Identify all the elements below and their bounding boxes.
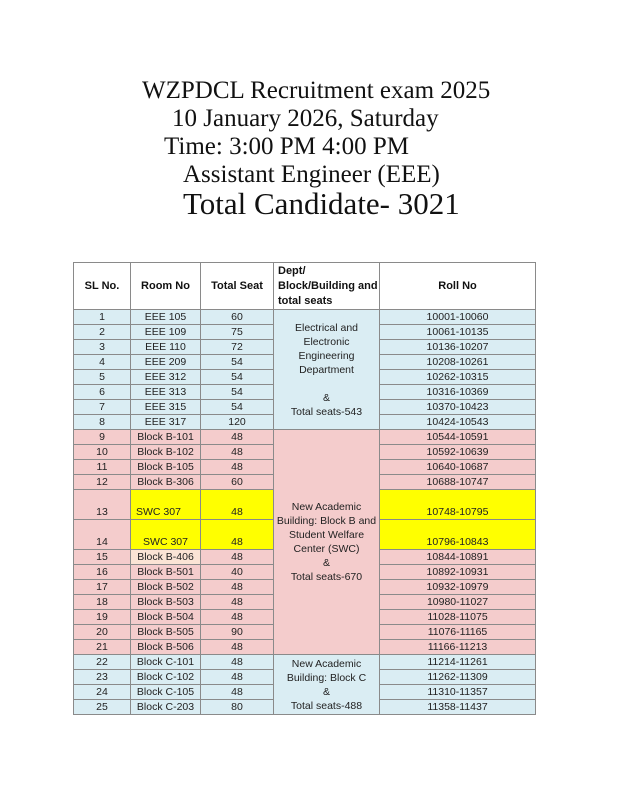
cell-sl: 23	[74, 670, 131, 685]
cell-room: EEE 209	[131, 355, 201, 370]
cell-roll: 10892-10931	[380, 565, 536, 580]
dept-label-line: Electronic	[303, 335, 350, 348]
total-candidates: Total Candidate- 3021	[183, 186, 460, 221]
cell-roll: 11028-11075	[380, 610, 536, 625]
cell-roll: 10748-10795	[380, 490, 536, 520]
cell-sl: 8	[74, 415, 131, 430]
cell-room: SWC 307	[131, 520, 201, 550]
cell-sl: 10	[74, 445, 131, 460]
cell-sl: 24	[74, 685, 131, 700]
cell-seat: 72	[201, 340, 274, 355]
dept-label-line: New Academic	[291, 501, 362, 513]
cell-seat: 48	[201, 595, 274, 610]
cell-seat: 54	[201, 355, 274, 370]
cell-sl: 12	[74, 475, 131, 490]
cell-sl: 9	[74, 430, 131, 445]
cell-seat: 60	[201, 475, 274, 490]
cell-roll: 10136-10207	[380, 340, 536, 355]
cell-sl: 18	[74, 595, 131, 610]
cell-roll: 11214-11261	[380, 655, 536, 670]
cell-sl: 19	[74, 610, 131, 625]
cell-room: Block B-105	[131, 460, 201, 475]
table-row	[74, 430, 536, 445]
cell-roll: 10370-10423	[380, 400, 536, 415]
exam-time: Time: 3:00 PM 4:00 PM	[164, 133, 409, 160]
cell-room: EEE 109	[131, 325, 201, 340]
cell-roll: 10796-10843	[380, 520, 536, 550]
dept-label-line: Total seats-670	[290, 571, 363, 583]
cell-room: Block B-306	[131, 475, 201, 490]
cell-sl: 7	[74, 400, 131, 415]
cell-seat: 54	[201, 385, 274, 400]
cell-seat: 48	[201, 685, 274, 700]
cell-room: EEE 312	[131, 370, 201, 385]
table-row	[74, 310, 536, 325]
cell-sl: 15	[74, 550, 131, 565]
cell-roll: 11310-11357	[380, 685, 536, 700]
cell-roll: 10424-10543	[380, 415, 536, 430]
dept-label-line: Center (SWC)	[293, 543, 360, 555]
exam-title: WZPDCL Recruitment exam 2025	[142, 77, 491, 104]
cell-roll: 11358-11437	[380, 700, 536, 715]
cell-sl: 25	[74, 700, 131, 715]
cell-dept-group	[274, 310, 380, 430]
cell-seat: 48	[201, 655, 274, 670]
cell-sl: 20	[74, 625, 131, 640]
cell-sl: 5	[74, 370, 131, 385]
exam-post: Assistant Engineer (EEE)	[183, 161, 440, 188]
cell-roll: 10262-10315	[380, 370, 536, 385]
cell-roll: 10688-10747	[380, 475, 536, 490]
cell-roll: 10208-10261	[380, 355, 536, 370]
table-header-row	[74, 263, 536, 310]
cell-room: Block C-101	[131, 655, 201, 670]
cell-room: EEE 317	[131, 415, 201, 430]
dept-label-line	[274, 377, 379, 391]
dept-label-line: New Academic	[291, 657, 362, 670]
cell-roll: 11076-11165	[380, 625, 536, 640]
cell-room: Block B-506	[131, 640, 201, 655]
cell-roll: 10640-10687	[380, 460, 536, 475]
table-row	[74, 655, 536, 670]
dept-label-line: Engineering	[298, 349, 355, 362]
cell-seat: 120	[201, 415, 274, 430]
cell-room: EEE 315	[131, 400, 201, 415]
cell-seat: 48	[201, 610, 274, 625]
cell-roll: 10061-10135	[380, 325, 536, 340]
cell-roll: 10316-10369	[380, 385, 536, 400]
cell-room: SWC 307	[131, 490, 201, 520]
dept-label-line: Total seats-543	[290, 405, 363, 418]
cell-sl: 17	[74, 580, 131, 595]
cell-roll: 10844-10891	[380, 550, 536, 565]
dept-label-line: &	[322, 557, 330, 569]
cell-sl: 21	[74, 640, 131, 655]
cell-sl: 13	[74, 490, 131, 520]
cell-seat: 48	[201, 580, 274, 595]
cell-sl: 6	[74, 385, 131, 400]
cell-roll: 10932-10979	[380, 580, 536, 595]
cell-room: EEE 105	[131, 310, 201, 325]
cell-roll: 10592-10639	[380, 445, 536, 460]
dept-label-line: Student Welfare	[288, 529, 365, 541]
cell-roll: 11166-11213	[380, 640, 536, 655]
cell-room: EEE 110	[131, 340, 201, 355]
cell-room: Block B-501	[131, 565, 201, 580]
cell-sl: 16	[74, 565, 131, 580]
cell-seat: 60	[201, 310, 274, 325]
exam-date: 10 January 2026, Saturday	[172, 105, 439, 132]
cell-sl: 2	[74, 325, 131, 340]
cell-seat: 80	[201, 700, 274, 715]
dept-label-line: Department	[299, 363, 354, 376]
dept-label-line: Total seats-488	[290, 699, 363, 712]
col-seat: Total Seat	[201, 263, 274, 310]
cell-seat: 48	[201, 670, 274, 685]
dept-label-line: Electrical and	[294, 321, 359, 334]
cell-room: Block C-203	[131, 700, 201, 715]
cell-seat: 54	[201, 370, 274, 385]
cell-dept-group	[274, 655, 380, 715]
col-room: Room No	[131, 263, 201, 310]
cell-sl: 22	[74, 655, 131, 670]
cell-seat: 90	[201, 625, 274, 640]
cell-seat: 48	[201, 520, 274, 550]
cell-seat: 48	[201, 430, 274, 445]
cell-room: Block B-502	[131, 580, 201, 595]
cell-sl: 3	[74, 340, 131, 355]
cell-room: Block C-102	[131, 670, 201, 685]
cell-room: Block B-505	[131, 625, 201, 640]
cell-seat: 48	[201, 445, 274, 460]
col-dept: Dept/ Block/Building and total seats	[274, 263, 380, 310]
dept-label-line: &	[322, 391, 330, 404]
cell-roll: 10544-10591	[380, 430, 536, 445]
seat-plan-table	[73, 262, 536, 715]
cell-room: Block B-102	[131, 445, 201, 460]
cell-seat: 48	[201, 460, 274, 475]
col-sl: SL No.	[74, 263, 131, 310]
cell-seat: 48	[201, 640, 274, 655]
cell-room: EEE 313	[131, 385, 201, 400]
cell-room: Block C-105	[131, 685, 201, 700]
dept-label-line: Building: Block B and	[276, 515, 377, 527]
cell-dept-group	[274, 430, 380, 655]
cell-seat: 54	[201, 400, 274, 415]
cell-roll: 10980-11027	[380, 595, 536, 610]
cell-sl: 4	[74, 355, 131, 370]
dept-label-line: Building: Block C	[286, 671, 367, 684]
cell-seat: 75	[201, 325, 274, 340]
cell-room: Block B-504	[131, 610, 201, 625]
col-roll: Roll No	[380, 263, 536, 310]
cell-room: Block B-503	[131, 595, 201, 610]
cell-sl: 11	[74, 460, 131, 475]
cell-room: Block B-101	[131, 430, 201, 445]
cell-roll: 10001-10060	[380, 310, 536, 325]
cell-roll: 11262-11309	[380, 670, 536, 685]
cell-sl: 1	[74, 310, 131, 325]
cell-seat: 48	[201, 490, 274, 520]
cell-sl: 14	[74, 520, 131, 550]
dept-label-line: &	[322, 685, 330, 698]
cell-seat: 48	[201, 550, 274, 565]
cell-seat: 40	[201, 565, 274, 580]
cell-room: Block B-406	[131, 550, 201, 565]
